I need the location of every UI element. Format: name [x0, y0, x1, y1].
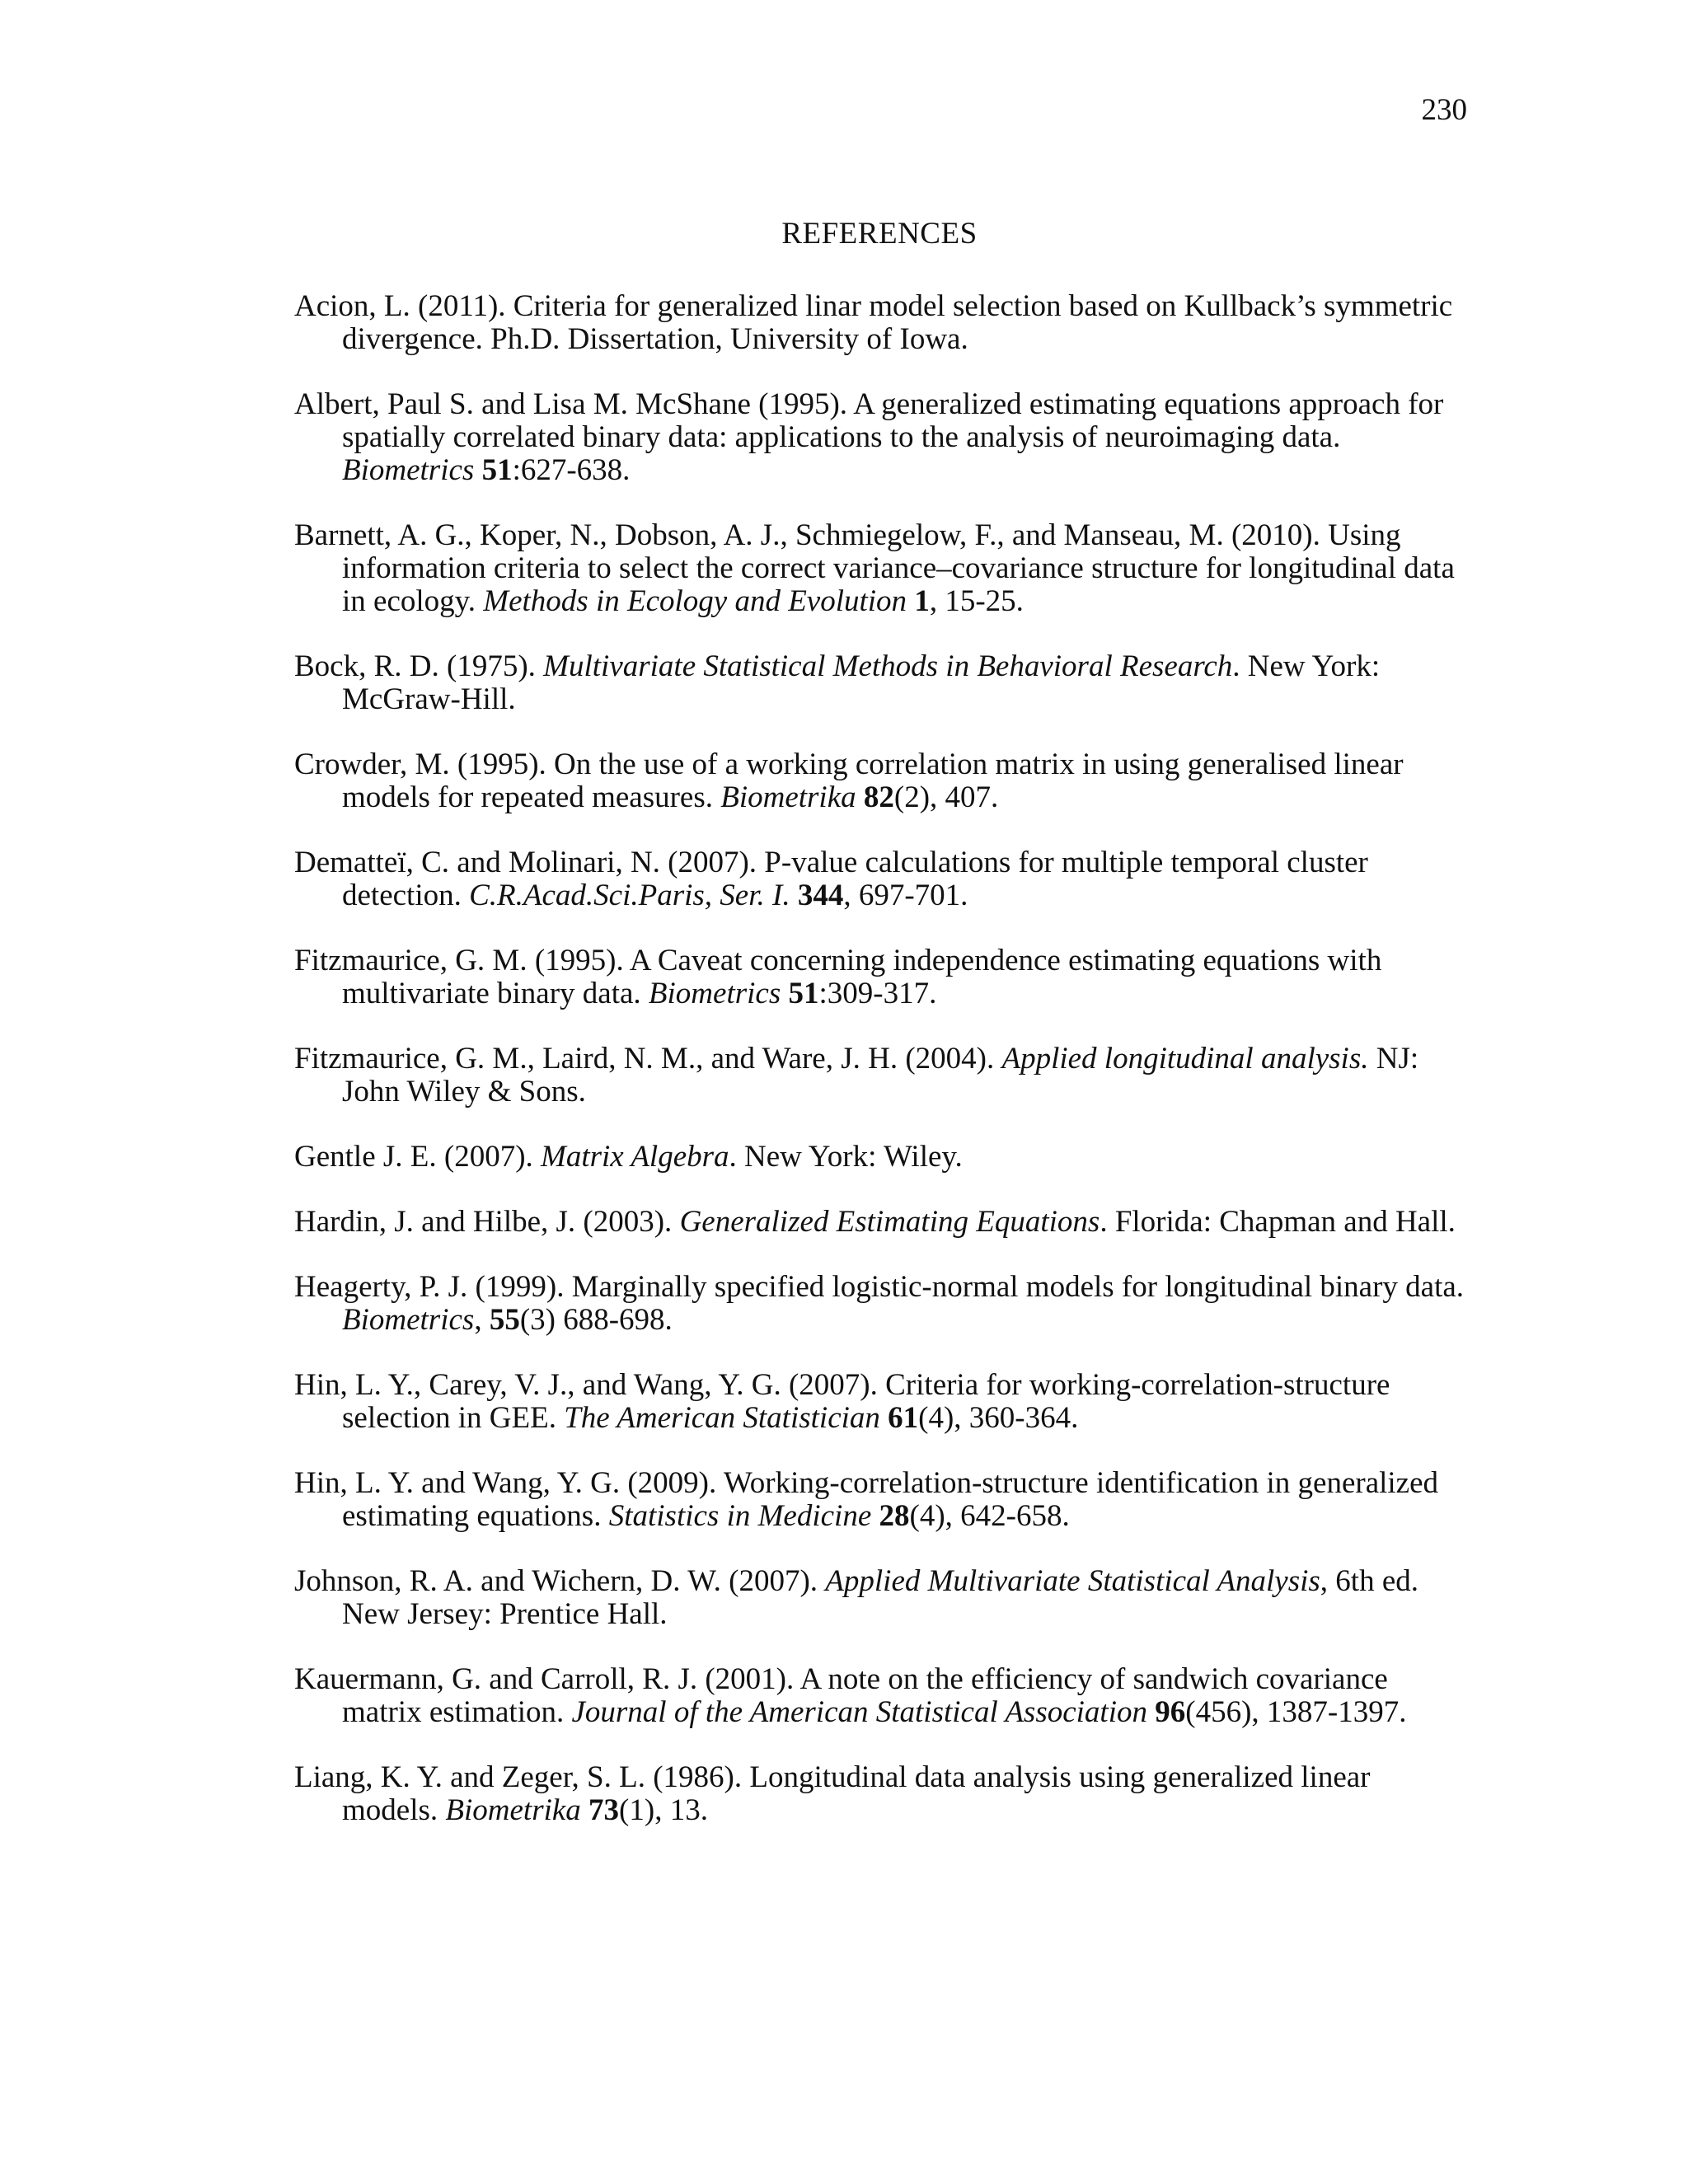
reference-text: Crowder, M. (1995). On the use of a working correlation matrix in using generalised linear models for repeated measures. — [294, 748, 1404, 814]
reference-text: . Florida: Chapman and Hall. — [1100, 1205, 1456, 1239]
reference-entry — [294, 1565, 1473, 1631]
reference-text — [856, 780, 864, 814]
reference-text: Hin, L. Y., Carey, V. J., and Wang, Y. G. (2007). Criteria for working-correlation-structure selection in GEE. — [294, 1368, 1390, 1435]
reference-bold-text: 82 — [863, 780, 894, 814]
reference-bold-text: 96 — [1155, 1695, 1186, 1729]
reference-entry — [294, 650, 1473, 716]
page-title: REFERENCES — [781, 217, 978, 251]
reference-text — [871, 1499, 879, 1533]
reference-text: , 697-701. — [843, 879, 968, 912]
reference-italic-text: Biometrika — [445, 1793, 581, 1827]
reference-italic-text: Biometrics — [342, 453, 475, 487]
reference-entry — [294, 1369, 1473, 1435]
reference-text: . New York: Wiley. — [729, 1140, 963, 1174]
reference-text: Gentle J. E. (2007). — [294, 1140, 542, 1174]
reference-italic-text: Journal of the American Statistical Association — [571, 1695, 1147, 1729]
reference-italic-text: Statistics in Medicine — [608, 1499, 872, 1533]
reference-text: , — [474, 1303, 490, 1337]
reference-entry — [294, 1206, 1473, 1239]
reference-text: , 15-25. — [929, 584, 1024, 618]
reference-text: (4), 360-364. — [918, 1401, 1079, 1435]
reference-text: Acion, L. (2011). Criteria for generalized linar model selection based on Kullback’s symmetric divergence. Ph.D. Dissertation, University of Iowa. — [294, 289, 1453, 356]
reference-entry — [294, 1141, 1473, 1174]
reference-text — [581, 1793, 588, 1827]
reference-text: NJ: John Wiley & Sons. — [342, 1042, 1419, 1108]
reference-bold-text: 344 — [797, 879, 844, 912]
reference-entry — [294, 1467, 1473, 1533]
reference-entry — [294, 519, 1473, 618]
reference-text: Dematteï, C. and Molinari, N. (2007). P-value calculations for multiple temporal cluster detection. — [294, 846, 1368, 912]
reference-entry — [294, 290, 1473, 356]
reference-text: . New York: McGraw-Hill. — [342, 649, 1381, 716]
reference-text: Fitzmaurice, G. M., Laird, N. M., and Ware, J. H. (2004). — [294, 1042, 1002, 1076]
reference-italic-text: Applied Multivariate Statistical Analysis — [825, 1564, 1320, 1598]
reference-text: Fitzmaurice, G. M. (1995). A Caveat concerning independence estimating equations with multivariate binary data. — [294, 944, 1382, 1010]
reference-entry — [294, 1043, 1473, 1108]
reference-italic-text: Methods in Ecology and Evolution — [483, 584, 907, 618]
reference-text: Hin, L. Y. and Wang, Y. G. (2009). Working-correlation-structure identification in generalized estimating equations. — [294, 1466, 1439, 1533]
reference-bold-text: 73 — [588, 1793, 620, 1827]
reference-entry — [294, 1761, 1473, 1827]
reference-italic-text: C.R.Acad.Sci.Paris, Ser. I. — [469, 879, 790, 912]
reference-text: :627-638. — [512, 453, 631, 487]
reference-italic-text: Biometrics — [648, 977, 781, 1010]
reference-text — [474, 453, 481, 487]
reference-bold-text: 1 — [914, 584, 930, 618]
reference-entry — [294, 944, 1473, 1010]
reference-text: Bock, R. D. (1975). — [294, 649, 544, 683]
reference-text: (4), 642-658. — [909, 1499, 1070, 1533]
reference-bold-text: 61 — [888, 1401, 919, 1435]
reference-text: :309-317. — [818, 977, 937, 1010]
reference-text: Kauermann, G. and Carroll, R. J. (2001). A note on the efficiency of sandwich covariance matrix estimation. — [294, 1662, 1388, 1729]
reference-text: (1), 13. — [619, 1793, 708, 1827]
reference-text: (2), 407. — [893, 780, 999, 814]
reference-text — [1147, 1695, 1155, 1729]
reference-text: , 6th ed. New Jersey: Prentice Hall. — [342, 1564, 1418, 1631]
reference-italic-text: Applied longitudinal analysis. — [1001, 1042, 1369, 1076]
reference-bold-text: 28 — [879, 1499, 910, 1533]
reference-text — [790, 879, 798, 912]
reference-entry — [294, 846, 1473, 912]
reference-italic-text: Biometrika — [720, 780, 856, 814]
reference-bold-text: 51 — [788, 977, 819, 1010]
reference-text: Heagerty, P. J. (1999). Marginally specified logistic-normal models for longitudinal binary data. — [294, 1270, 1465, 1304]
reference-text: Liang, K. Y. and Zeger, S. L. (1986). Longitudinal data analysis using generalized linear models. — [294, 1760, 1371, 1827]
reference-italic-text: Biometrics — [342, 1303, 475, 1337]
reference-text: Hardin, J. and Hilbe, J. (2003). — [294, 1205, 680, 1239]
reference-italic-text: Generalized Estimating Equations — [679, 1205, 1100, 1239]
reference-entry — [294, 388, 1473, 487]
reference-italic-text: The American Statistician — [564, 1401, 880, 1435]
reference-list — [294, 290, 1473, 1859]
reference-entry — [294, 1663, 1473, 1729]
reference-text — [880, 1401, 888, 1435]
reference-entry — [294, 1271, 1473, 1337]
reference-text: (456), 1387-1397. — [1185, 1695, 1407, 1729]
page-number: 230 — [1421, 93, 1467, 127]
reference-text: Johnson, R. A. and Wichern, D. W. (2007). — [294, 1564, 826, 1598]
reference-text: Albert, Paul S. and Lisa M. McShane (1995). A generalized estimating equations approach for spatially correlated binary data: applications to the analysis of neuroimaging data. — [294, 387, 1444, 454]
reference-italic-text: Multivariate Statistical Methods in Behavioral Research — [543, 649, 1233, 683]
reference-italic-text: Matrix Algebra — [541, 1140, 729, 1174]
reference-entry — [294, 748, 1473, 814]
reference-text — [907, 584, 914, 618]
reference-bold-text: 51 — [481, 453, 513, 487]
reference-bold-text: 55 — [489, 1303, 520, 1337]
reference-text: (3) 688-698. — [519, 1303, 673, 1337]
reference-text: Barnett, A. G., Koper, N., Dobson, A. J., Schmiegelow, F., and Manseau, M. (2010). Using information criteria to select the correct variance–covariance structure for longitudinal data in ecology. — [294, 518, 1455, 618]
